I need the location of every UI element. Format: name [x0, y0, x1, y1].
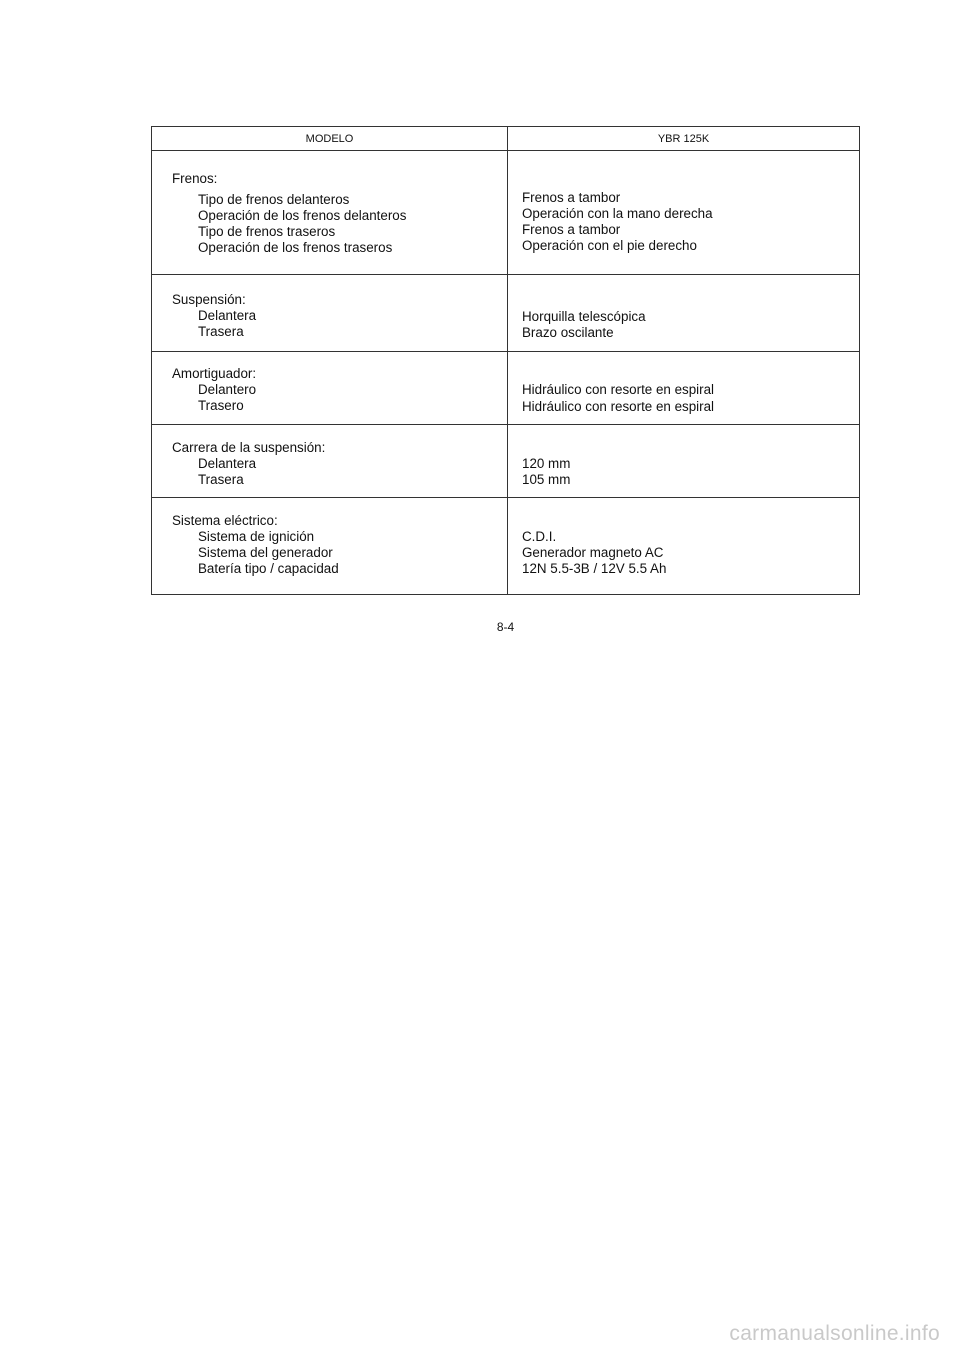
spec-label: Delantera: [198, 308, 257, 323]
spec-label: Trasero: [198, 398, 244, 413]
spec-table: [151, 126, 860, 595]
table-header: [152, 127, 859, 151]
table-row-sistema-electrico: [152, 498, 859, 594]
section-title: Frenos:: [172, 171, 218, 186]
section-title: Sistema eléctrico:: [172, 513, 278, 528]
spec-label: Operación de los frenos traseros: [198, 240, 393, 255]
spec-label: Batería tipo / capacidad: [198, 561, 339, 576]
header-model-label: MODELO: [152, 127, 508, 150]
spec-label: Trasera: [198, 324, 244, 339]
spec-value: Hidráulico con resorte en espiral: [522, 399, 715, 414]
spec-value: Hidráulico con resorte en espiral: [522, 382, 715, 397]
section-title: Amortiguador:: [172, 366, 257, 381]
spec-value: Operación con el pie derecho: [522, 238, 697, 253]
spec-value: Brazo oscilante: [522, 325, 614, 340]
table-row-frenos: [152, 151, 859, 275]
spec-value: Generador magneto AC: [522, 545, 664, 560]
spec-label: Delantero: [198, 382, 257, 397]
spec-label: Tipo de frenos delanteros: [198, 192, 350, 207]
spec-label: Trasera: [198, 472, 244, 487]
spec-value: Operación con la mano derecha: [522, 206, 713, 221]
table-row-suspension: [152, 275, 859, 352]
spec-value: C.D.I.: [522, 529, 557, 544]
spec-value: 105 mm: [522, 472, 571, 487]
page-number: 8-4: [496, 620, 515, 634]
spec-value: 120 mm: [522, 456, 571, 471]
section-title: Suspensión:: [172, 292, 246, 307]
spec-value: Frenos a tambor: [522, 222, 621, 237]
spec-value: Frenos a tambor: [522, 190, 621, 205]
spec-label: Delantera: [198, 456, 257, 471]
section-title: Carrera de la suspensión:: [172, 440, 326, 455]
table-row-carrera: [152, 425, 859, 498]
table-row-amortiguador: [152, 352, 859, 425]
spec-label: Operación de los frenos delanteros: [198, 208, 407, 223]
spec-label: Sistema del generador: [198, 545, 333, 560]
header-model-value: YBR 125K: [657, 132, 710, 145]
spec-label: Tipo de frenos traseros: [198, 224, 336, 239]
spec-value: Horquilla telescópica: [522, 309, 646, 324]
spec-value: 12N 5.5-3B / 12V 5.5 Ah: [522, 561, 667, 576]
spec-label: Sistema de ignición: [198, 529, 315, 544]
watermark: carmanualsonline.info: [729, 1322, 940, 1345]
